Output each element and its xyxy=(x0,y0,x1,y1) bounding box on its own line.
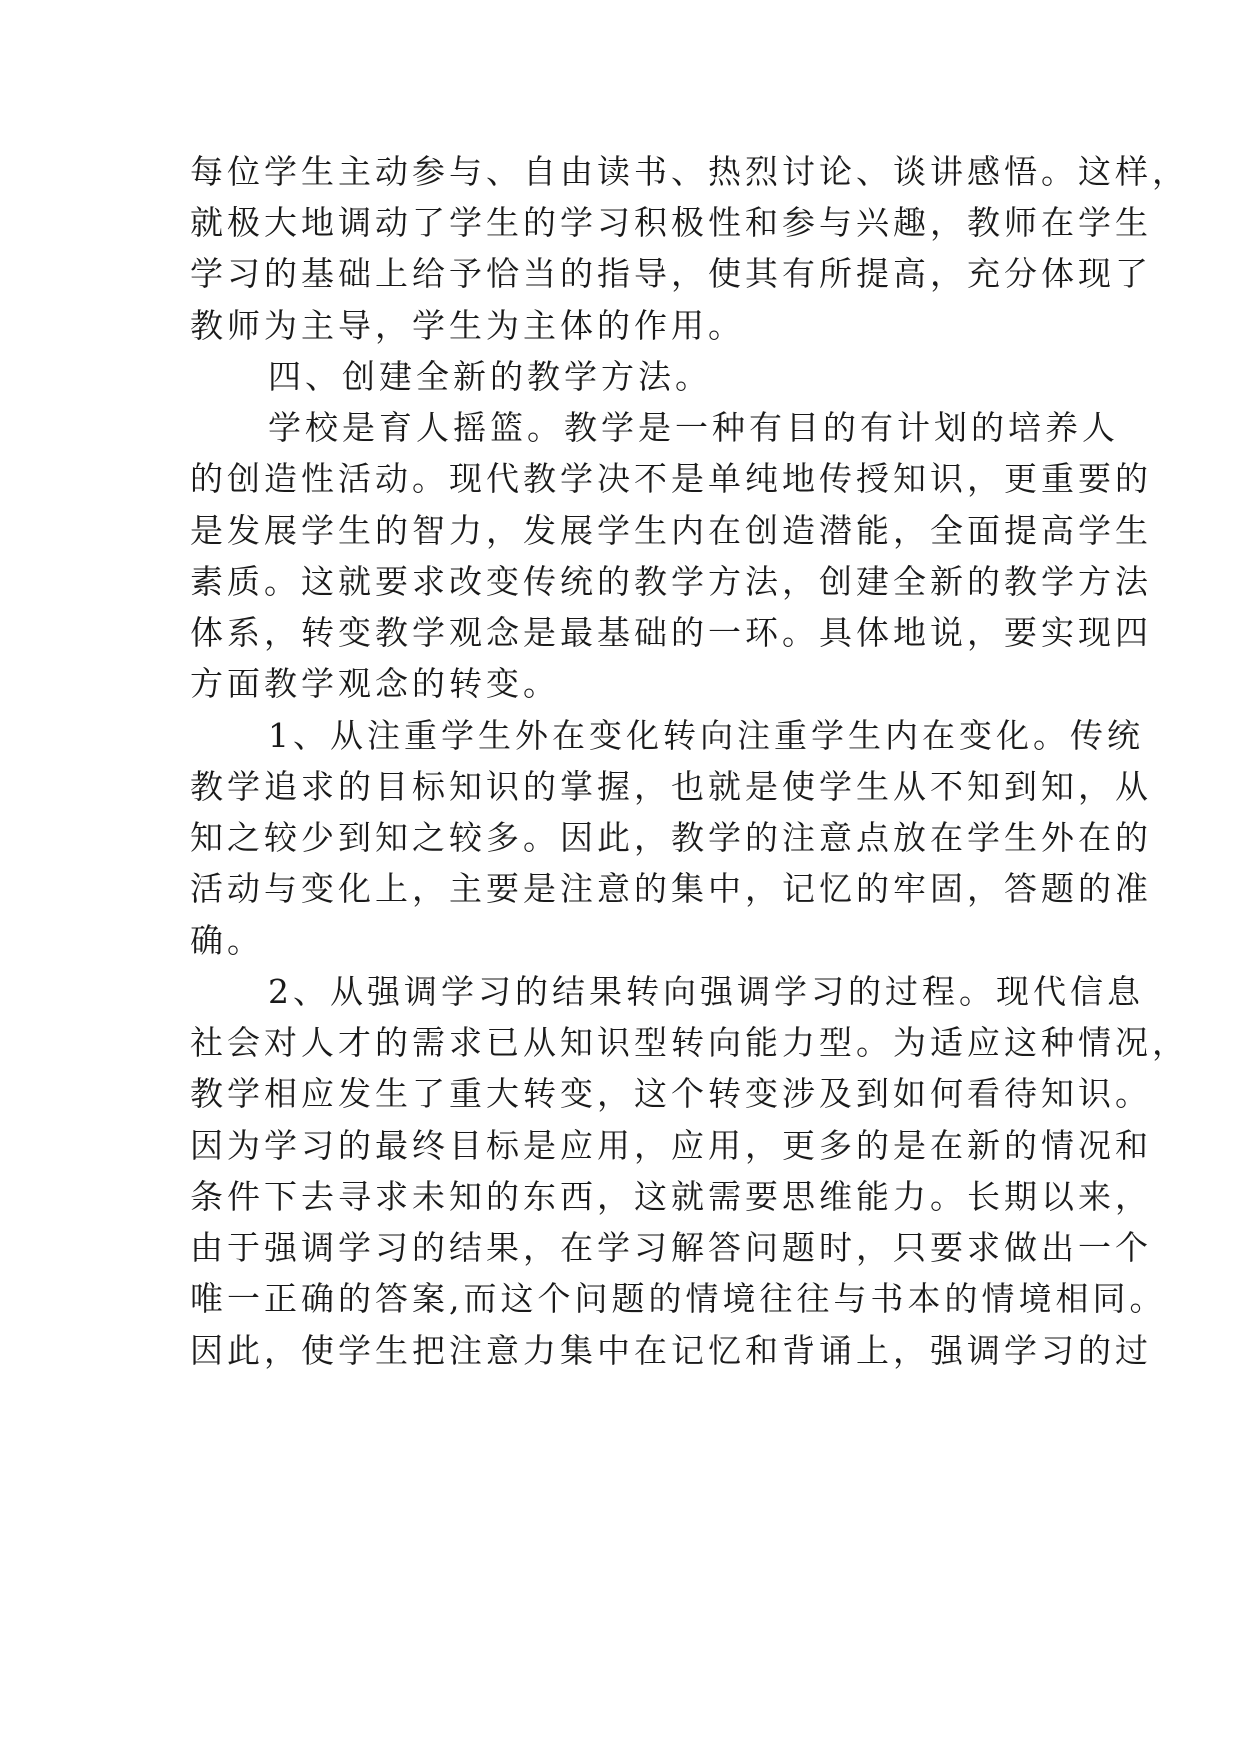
text-line: 因为学习的最终目标是应用，应用，更多的是在新的情况和 xyxy=(190,1126,1152,1165)
text-line: 条件下去寻求未知的东西，这就需要思维能力。长期以来， xyxy=(190,1177,1152,1216)
text-line: 体系，转变教学观念是最基础的一环。具体地说，要实现四 xyxy=(190,613,1152,652)
text-line: 方面教学观念的转变。 xyxy=(190,664,560,703)
text-line: 活动与变化上，主要是注意的集中，记忆的牢固，答题的准 xyxy=(190,869,1152,908)
text-line: 学校是育人摇篮。教学是一种有目的有计划的培养人 xyxy=(268,408,1119,447)
text-line: 因此，使学生把注意力集中在记忆和背诵上，强调学习的过 xyxy=(190,1331,1152,1370)
text-line: 的创造性活动。现代教学决不是单纯地传授知识，更重要的 xyxy=(190,459,1152,498)
text-line: 社会对人才的需求已从知识型转向能力型。为适应这种情况， xyxy=(190,1023,1189,1062)
text-line: 是发展学生的智力，发展学生内在创造潜能，全面提高学生 xyxy=(190,511,1152,550)
text-line: 教师为主导，学生为主体的作用。 xyxy=(190,306,745,345)
text-line: 2、从强调学习的结果转向强调学习的过程。现代信息 xyxy=(268,972,1144,1011)
text-line: 教学追求的目标知识的掌握，也就是使学生从不知到知，从 xyxy=(190,767,1152,806)
text-line: 教学相应发生了重大转变，这个转变涉及到如何看待知识。 xyxy=(190,1074,1152,1113)
text-line: 知之较少到知之较多。因此，教学的注意点放在学生外在的 xyxy=(190,818,1152,857)
text-line: 1、从注重学生外在变化转向注重学生内在变化。传统 xyxy=(268,716,1144,755)
text-line: 就极大地调动了学生的学习积极性和参与兴趣，教师在学生 xyxy=(190,203,1152,242)
text-line: 每位学生主动参与、自由读书、热烈讨论、谈讲感悟。这样， xyxy=(190,152,1189,191)
text-line: 素质。这就要求改变传统的教学方法，创建全新的教学方法 xyxy=(190,562,1152,601)
text-line: 唯一正确的答案,而这个问题的情境往往与书本的情境相同。 xyxy=(190,1279,1167,1318)
text-line: 确。 xyxy=(190,921,264,960)
text-line: 由于强调学习的结果，在学习解答问题时，只要求做出一个 xyxy=(190,1228,1152,1267)
text-line: 学习的基础上给予恰当的指导，使其有所提高，充分体现了 xyxy=(190,254,1152,293)
section-heading: 四、创建全新的教学方法。 xyxy=(268,357,712,396)
